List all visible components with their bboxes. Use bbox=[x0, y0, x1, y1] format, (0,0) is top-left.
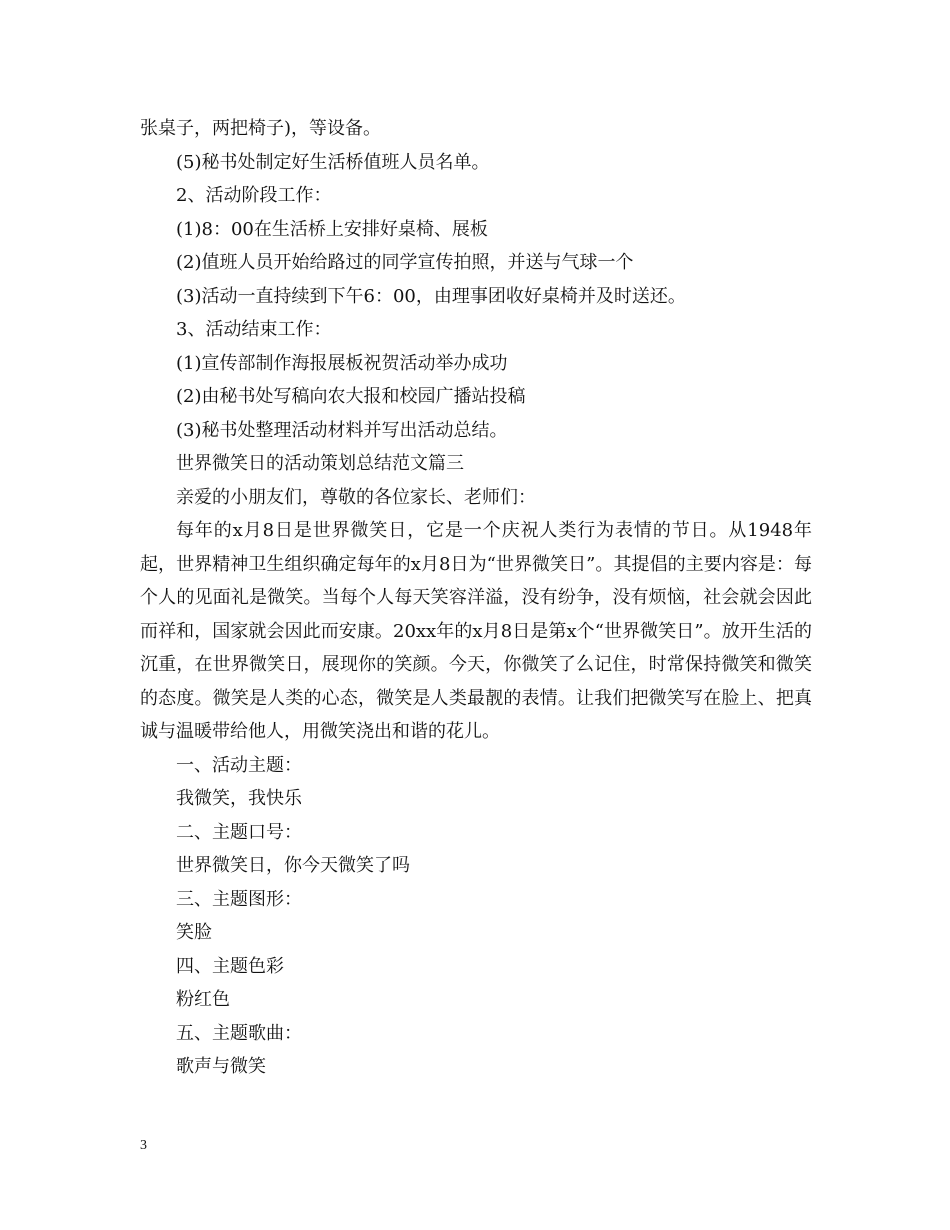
section-heading: 2、活动阶段工作： bbox=[176, 185, 332, 206]
section-heading: 3、活动结束工作： bbox=[176, 319, 332, 340]
text-line: (2)由秘书处写稿向农大报和校园广播站投稿 bbox=[176, 386, 526, 407]
text-line: (3)秘书处整理活动材料并写出活动总结。 bbox=[176, 419, 508, 441]
item-value: 我微笑，我快乐 bbox=[176, 788, 302, 809]
item-heading: 一、活动主题： bbox=[176, 754, 302, 776]
body-paragraph: 每年的x月8日是世界微笑日，它是一个庆祝人类行为表情的节日。从1948年起，世界精神卫生组织确定每年的x月8日为“世界微笑日”。其提倡的主要内容是：每个人的见面礼是微笑。当每个人每天笑容洋溢，没有纷争，没有烦恼，社会就会因此而祥和，国家就会因此而安康。20xx年的x月8日是第x个“世界微笑日”。放开生活的沉重，在世界微笑日，展现你的笑颜。今天，你微笑了么记住，时常保持微笑和微笑的态度。微笑是人类的心态，微笑是人类最靓的表情。让我们把微笑写在脸上、把真诚与温暖带给他人，用微笑浇出和谐的花儿。 bbox=[140, 520, 812, 742]
text-line-continuation: 张桌子，两把椅子)，等设备。 bbox=[140, 118, 382, 139]
article-title: 世界微笑日的活动策划总结范文篇三 bbox=[176, 453, 464, 474]
text-line: (1)8：00在生活桥上安排好桌椅、展板 bbox=[176, 218, 488, 240]
item-heading: 四、主题色彩 bbox=[176, 955, 284, 977]
item-heading: 三、主题图形： bbox=[176, 888, 302, 910]
text-line: (2)值班人员开始给路过的同学宣传拍照，并送与气球一个 bbox=[176, 252, 634, 273]
item-value: 世界微笑日，你今天微笑了吗 bbox=[176, 855, 410, 876]
item-value: 笑脸 bbox=[176, 922, 212, 943]
page-number: 3 bbox=[140, 1138, 147, 1153]
text-line: (5)秘书处制定好生活桥值班人员名单。 bbox=[176, 151, 490, 173]
text-line: (1)宣传部制作海报展板祝贺活动举办成功 bbox=[176, 352, 508, 374]
item-value: 粉红色 bbox=[176, 989, 230, 1010]
text-line: (3)活动一直持续到下午6：00，由理事团收好桌椅并及时送还。 bbox=[176, 285, 686, 307]
item-heading: 五、主题歌曲： bbox=[176, 1022, 302, 1044]
item-heading: 二、主题口号： bbox=[176, 821, 302, 843]
salutation: 亲爱的小朋友们，尊敬的各位家长、老师们： bbox=[176, 486, 536, 508]
item-value: 歌声与微笑 bbox=[176, 1056, 266, 1077]
document-body bbox=[140, 112, 812, 1084]
